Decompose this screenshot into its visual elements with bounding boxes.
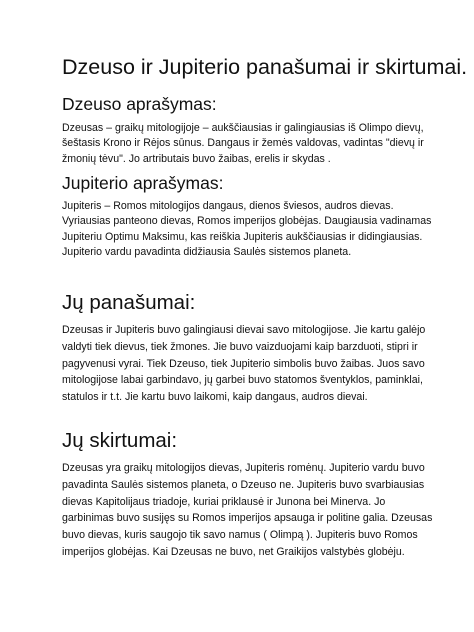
- paragraph-line: Dzeusas – graikų mitologijoje – aukščiausias ir galingiausias iš Olimpo dievų,: [62, 122, 424, 134]
- paragraph-line: Vyriausias panteono dievas, Romos imperijos globėjas. Daugiausia vadinamas: [62, 215, 432, 228]
- paragraph-line: Jupiteris – Romos mitologijos dangaus, dienos šviesos, audros dievas.: [62, 200, 394, 212]
- paragraph-line: pagyvenusi vyrai. Tiek Dzeuso, tiek Jupiterio simbolis buvo žaibas. Juos savo: [62, 357, 425, 370]
- paragraph-line: mitologijose labai garbindavo, jų garbei buvo statomos šventyklos, paminklai,: [62, 374, 423, 387]
- paragraph-line: statulos ir t.t. Jie kartu buvo laikomi, kaip dangaus, audros dievai.: [62, 391, 368, 404]
- paragraph-line: Dzeusas yra graikų mitologijos dievas, Jupiteris romėnų. Jupiterio vardu buvo: [62, 462, 425, 474]
- section-heading-jupiteris: Jupiterio aprašymas:: [62, 173, 224, 193]
- section-paragraph-panasumai: [62, 322, 426, 406]
- paragraph-line: dievas Kapitolijaus triadoje, kuriai priklausė ir Junona bei Minerva. Jo: [62, 495, 386, 508]
- paragraph-line: valdyti tiek dievus, tiek žmones. Jie buvo vaizduojami kaip barzduoti, stipri ir: [62, 340, 418, 353]
- section-paragraph-dzeusas: [62, 121, 422, 167]
- paragraph-line: pavadinta Saulės sistemos planeta, o Dzeuso ne. Jupiteris buvo svarbiausias: [62, 478, 425, 491]
- paragraph-line: garbinimas buvo susijęs su Romos imperijos apsauga ir politine galia. Dzeusas: [62, 512, 433, 525]
- section-heading-panasumai: Jų panašumai:: [62, 291, 196, 314]
- section-heading-skirtumai: Jų skirtumai:: [62, 429, 178, 452]
- paragraph-line: šeštasis Krono ir Rėjos sūnus. Dangaus ir žemės valdovas, vadintas "dievų ir: [62, 137, 424, 150]
- section-paragraph-skirtumai: [62, 460, 433, 561]
- paragraph-line: Jupiterio vardu pavadinta didžiausia Saulės sistemos planeta.: [62, 246, 352, 259]
- paragraph-line: buvo dievas, kuris saugojo tik savo namus ( Olimpą ). Jupiteris buvo Romos: [62, 529, 418, 542]
- document-title: Dzeuso ir Jupiterio panašumai ir skirtumai.: [62, 55, 468, 79]
- section-heading-dzeusas: Dzeuso aprašymas:: [62, 94, 217, 114]
- paragraph-line: Jupiteriu Optimu Maksimu, kas reiškia Jupiteris aukščiausias ir didingiausias.: [62, 230, 423, 243]
- paragraph-line: imperijos globėjas. Kai Dzeusas ne buvo, net Graikijos valstybės globėju.: [62, 545, 405, 558]
- paragraph-line: Dzeusas ir Jupiteris buvo galingiausi dievai savo mitologijose. Jie kartu galėjo: [62, 324, 426, 336]
- paragraph-line: žmonių tėvu". Jo artributais buvo žaibas, erelis ir skydas .: [62, 152, 331, 165]
- section-paragraph-jupiteris: [62, 199, 432, 261]
